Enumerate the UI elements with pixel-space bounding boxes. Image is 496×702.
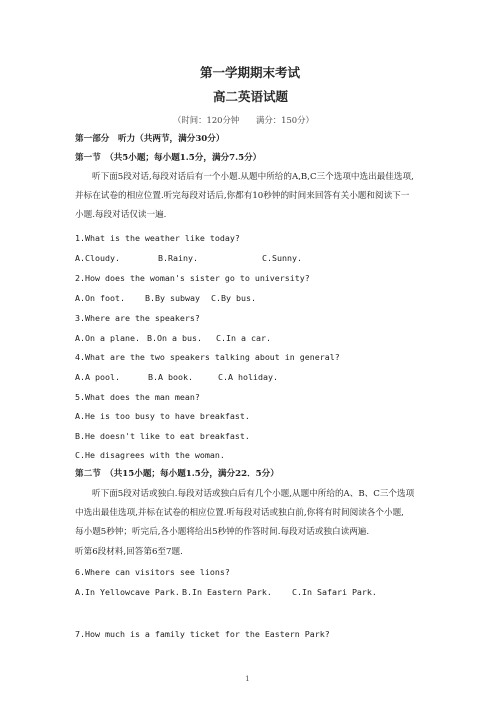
- q1-option-c: C.Sunny.: [262, 253, 302, 263]
- question-3: 3.Where are the speakers?: [75, 313, 200, 323]
- page-number: 1: [245, 674, 250, 683]
- section2-instruction-line: 每小题5秒钟；听完后,各小题将给出5秒钟的作答时间.每段对话或独白读两遍.: [75, 527, 370, 537]
- q3-option-a: A.On a plane.: [75, 333, 140, 343]
- q1-option-b: B.Rainy.: [158, 253, 198, 263]
- material-note: 听第6段材料,回答第6至7题.: [75, 547, 183, 557]
- section1-heading: 第一节 （共5小题；每小题1.5分，满分7.5分）: [75, 153, 262, 163]
- question-6: 6.Where can visitors see lions?: [75, 567, 230, 577]
- q5-option-c: C.He disagrees with the woman.: [75, 450, 225, 460]
- q6-option-a: A.In Yellowcave Park.: [75, 587, 180, 597]
- question-7: 7.How much is a family ticket for the Eastern Park?: [75, 629, 330, 639]
- section2-heading: 第二节 （共15小题；每小题1.5分，满分22．5分）: [75, 469, 279, 479]
- question-2: 2.How does the woman's sister go to university?: [75, 273, 310, 283]
- q3-option-b: B.On a bus.: [147, 333, 202, 343]
- question-5: 5.What does the man mean?: [75, 392, 200, 402]
- q6-option-c: C.In Safari Park.: [292, 587, 377, 597]
- exam-subtitle: 高二英语试题: [213, 89, 289, 104]
- part1-heading: 第一部分 听力（共两节，满分30分）: [75, 134, 225, 144]
- q5-option-a: A.He is too busy to have breakfast.: [75, 411, 250, 421]
- q4-option-b: B.A book.: [148, 372, 193, 382]
- q3-option-c: C.In a car.: [216, 333, 271, 343]
- q5-option-b: B.He doesn't like to eat breakfast.: [75, 431, 250, 441]
- exam-meta: （时间：120分钟 满分：150分）: [173, 115, 314, 125]
- q4-option-c: C.A holiday.: [218, 372, 278, 382]
- q2-option-c: C.By bus.: [211, 293, 256, 303]
- question-1: 1.What is the weather like today?: [75, 233, 240, 243]
- section2-instruction-line: 中选出最佳选项,并标在试卷的相应位置.听每段对话或独白前,你将有时间阅读各个小题,: [75, 508, 404, 518]
- q1-option-a: A.Cloudy.: [75, 253, 120, 263]
- q6-option-b: B.In Eastern Park.: [182, 587, 272, 597]
- section1-instruction-line: 并标在试卷的相应位置.听完每段对话后,你都有10秒钟的时间来回答有关小题和阅读下一: [75, 191, 410, 201]
- q4-option-a: A.A pool.: [75, 372, 120, 382]
- exam-title: 第一学期期末考试: [200, 65, 301, 80]
- q2-option-a: A.On foot.: [75, 293, 125, 303]
- q2-option-b: B.By subway: [145, 293, 200, 303]
- section1-instruction-line: 听下面5段对话,每段对话后有一个小题.从题中所给的A,B,C三个选项中选出最佳选项,: [92, 172, 414, 182]
- question-4: 4.What are the two speakers talking about in general?: [75, 352, 340, 362]
- section2-instruction-line: 听下面5段对话或独白.每段对话或独白后有几个小题,从题中所给的A、B、C三个选项: [92, 489, 415, 499]
- section1-instruction-line: 小题.每段对话仅读一遍.: [75, 210, 167, 220]
